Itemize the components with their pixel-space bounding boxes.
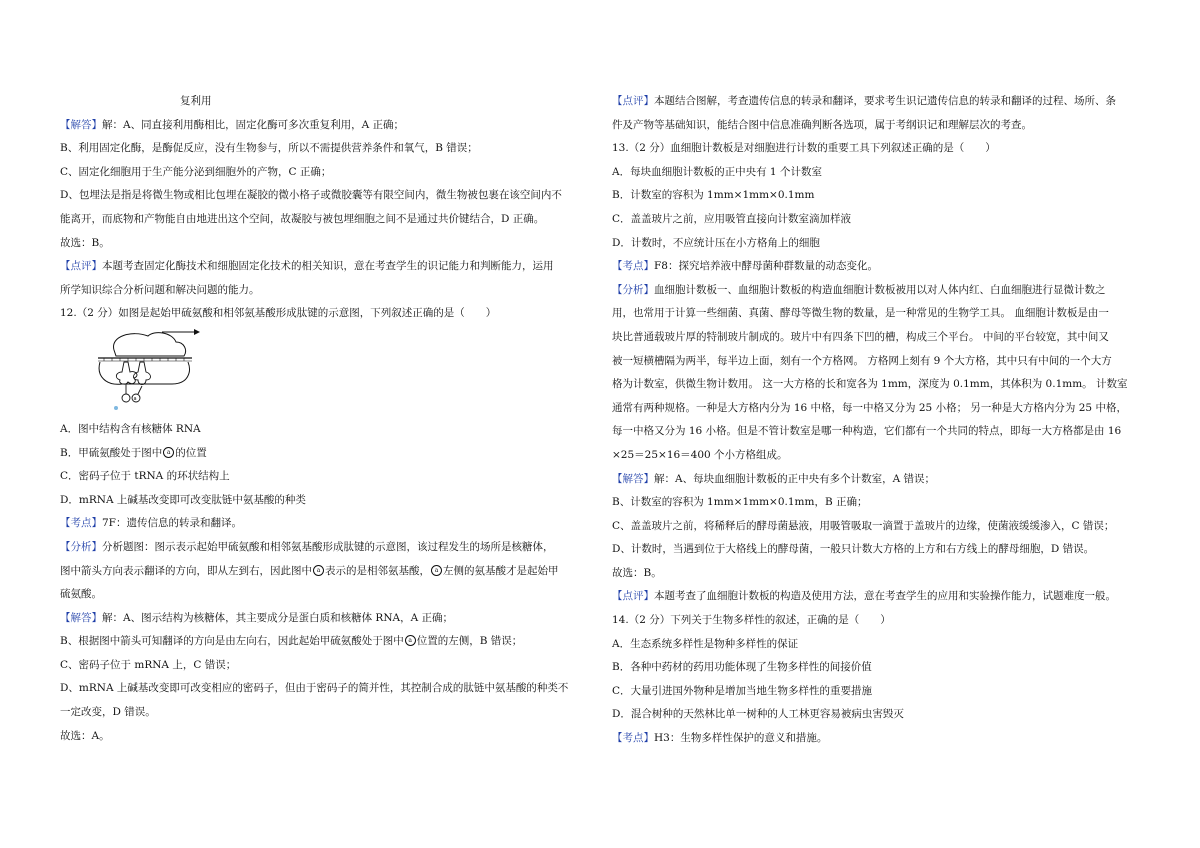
- section-tag: 【考点】: [612, 260, 654, 273]
- q12-option-a: A．图中结构含有核糖体 RNA: [60, 422, 201, 435]
- q11-comment-line: 所学知识综合分析问题和解决问题的能力。: [60, 283, 260, 296]
- q13-fenxi-line: 每一中格又分为 16 小格。但是不管计数室是哪一种构造，它们都有一个共同的特点，即每一大方格都是由 16: [612, 425, 1122, 438]
- q12-comment-line: 件及产物等基础知识，能结合图中信息准确判断各选项，属于考纲识记和理解层次的考查。: [612, 118, 1032, 131]
- q13-jieda-line: 【解答】解：A、每块血细胞计数板的正中央有多个计数室，A 错误；: [612, 472, 936, 485]
- q12-fenxi-line: 图中箭头方向表示翻译的方向，即从左到右，因此图中 a 表示的是相邻氨基酸， a 左侧的氨基酸才是起始甲: [60, 564, 559, 577]
- q11-answer-line: 【解答】解：A、同直接利用酶相比，固定化酶可多次重复利用，A 正确；: [60, 118, 405, 131]
- q12-jieda-line: 一定改变，D 错误。: [60, 706, 156, 719]
- q14-option-d: D．混合树种的天然林比单一树种的人工林更容易被病虫害毁灭: [612, 708, 904, 721]
- q13-fenxi-line: 被一短横槽隔为两半，每半边上面，刻有一个方格网。 方格网上刻有 9 个大方格，其中只有中间的一个大方: [612, 354, 1112, 367]
- section-tag: 【分析】: [60, 540, 102, 553]
- ribosome-translation-figure: [92, 328, 202, 414]
- circled-marker-icon: a: [431, 565, 442, 576]
- q13-fenxi-line: 格为计数室，供微生物计数用。 这一大方格的长和宽各为 1mm，深度为 0.1mm，其体积为 0.1mm。 计数室: [612, 378, 1128, 391]
- q11-answer-line: 故选：B。: [60, 236, 110, 249]
- section-tag: 【点评】: [60, 260, 102, 273]
- section-tag: 【考点】: [60, 517, 102, 530]
- q13-kaodian: 【考点】F8：探究培养液中酵母菌种群数量的动态变化。: [612, 260, 878, 273]
- q13-option-b: B．计数室的容积为 1mm×1mm×0.1mm: [612, 189, 815, 202]
- left-column: [60, 90, 582, 748]
- q14-option-c: C．大量引进国外物种是增加当地生物多样性的重要措施: [612, 684, 873, 697]
- svg-text:a: a: [133, 395, 137, 402]
- q12-fenxi-line: 硫氨酸。: [60, 588, 102, 601]
- q12-jieda-line: 故选：A。: [60, 729, 110, 742]
- q11-comment-line: 【点评】本题考查固定化酶技术和细胞固定化技术的相关知识，意在考查学生的识记能力和判断能力，运用: [60, 260, 554, 273]
- section-tag: 【考点】: [612, 732, 654, 745]
- q12-jieda-line: 【解答】解：A、图示结构为核糖体，其主要成分是蛋白质和核糖体 RNA，A 正确；: [60, 611, 454, 624]
- q13-jieda-line: B、计数室的容积为 1mm×1mm×0.1mm，B 正确；: [612, 496, 868, 509]
- q13-option-d: D．计数时，不应统计压在小方格角上的细胞: [612, 236, 820, 249]
- section-tag: 【点评】: [612, 95, 654, 107]
- q13-stem: 13.（2 分）血细胞计数板是对细胞进行计数的重要工具下列叙述正确的是（ ）: [612, 142, 996, 155]
- section-tag: 【解答】: [612, 472, 654, 485]
- q11-answer-line: B、利用固定化酶，是酶促反应，没有生物参与，所以不需提供营养条件和氧气，B 错误；: [60, 142, 478, 155]
- q13-fenxi-line: 块比普通载玻片厚的特制玻片制成的。玻片中有四条下凹的槽，构成三个平台。 中间的平台较宽，其中间又: [612, 330, 1109, 343]
- circled-marker-icon: a: [313, 565, 324, 576]
- q13-option-c: C．盖盖玻片之前，应用吸管直接向计数室滴加样液: [612, 212, 852, 225]
- q13-fenxi-line: 【分析】血细胞计数板一、血细胞计数板的构造血细胞计数板被用以对人体内红、白血细胞进行显微计数之: [612, 283, 1106, 296]
- ribosome-diagram: [92, 328, 202, 414]
- q13-jieda-line: 故选：B。: [612, 566, 662, 579]
- q13-option-a: A．每块血细胞计数板的正中央有 1 个计数室: [612, 165, 822, 178]
- q14-option-a: A．生态系统多样性是物种多样性的保证: [612, 637, 799, 650]
- q12-jieda-line: D、mRNA 上碱基改变即可改变相应的密码子，但由于密码子的简并性，其控制合成的肽链中氨基酸的种类不: [60, 682, 569, 695]
- q13-comment: 【点评】本题考查了血细胞计数板的构造及使用方法，意在考查学生的应用和实验操作能力，试题难度一般。: [612, 590, 1116, 603]
- section-tag: 【解答】: [60, 611, 102, 624]
- q14-kaodian: 【考点】H3：生物多样性保护的意义和措施。: [612, 732, 828, 745]
- circled-marker-icon: a: [163, 447, 174, 458]
- q12-jieda-line: B、根据图中箭头可知翻译的方向是由左向右，因此起始甲硫氨酸处于图中 a 位置的左侧，B 错误；: [60, 635, 523, 648]
- q13-fenxi-line: 用，也常用于计算一些细菌、真菌、酵母等微生物的数量，是一种常见的生物学工具。 血细胞计数板是由一: [612, 307, 1109, 320]
- section-tag: 【点评】: [612, 590, 654, 603]
- q13-jieda-line: C、盖盖玻片之前，将稀释后的酵母菌悬液，用吸管吸取一滴置于盖玻片的边缘，使菌液缓缓渗入，C 错误；: [612, 519, 1115, 532]
- q11-answer-line: 能离开，而底物和产物能自由地进出这个空间，故凝胶与被包埋细胞之间不是通过共价键结合，D 正确。: [60, 212, 545, 225]
- q11-answer-line: C、固定化细胞用于生产能分泌到细胞外的产物，C 正确；: [60, 165, 332, 178]
- q12-option-b: B．甲硫氨酸处于图中 a 的位置: [60, 446, 207, 459]
- q12-stem: 12.（2 分）如图是起始甲硫氨酸和相邻氨基酸形成肽键的示意图，下列叙述正确的是（ ）: [60, 307, 497, 320]
- q14-option-b: B．各种中药材的药用功能体现了生物多样性的间接价值: [612, 661, 872, 674]
- q13-jieda-line: D、计数时，当遇到位于大格线上的酵母菌，一般只计数大方格的上方和右方线上的酵母细胞，D 错误。: [612, 543, 1095, 556]
- right-column: [612, 90, 1140, 751]
- q14-stem: 14.（2 分）下列关于生物多样性的叙述，正确的是（ ）: [612, 614, 891, 627]
- circled-marker-icon: a: [405, 635, 416, 646]
- q12-kaodian: 【考点】7F：遗传信息的转录和翻译。: [60, 517, 242, 530]
- continued-text: 复利用: [180, 95, 212, 107]
- q13-fenxi-line: ×25＝25×16＝400 个小方格组成。: [612, 448, 788, 461]
- q12-comment-line: 【点评】本题结合图解，考查遗传信息的转录和翻译，要求考生识记遗传信息的转录和翻译的过程、场所、条: [612, 95, 1116, 107]
- q12-option-c: C．密码子位于 tRNA 的环状结构上: [60, 470, 230, 483]
- section-tag: 【分析】: [612, 283, 654, 296]
- q12-option-d: D．mRNA 上碱基改变即可改变肽链中氨基酸的种类: [60, 493, 306, 506]
- q13-fenxi-line: 通常有两种规格。一种是大方格内分为 16 中格，每一中格又分为 25 小格； 另一种是大方格内分为 25 中格，: [612, 401, 1127, 414]
- q12-fenxi-line: 【分析】分析题图：图示表示起始甲硫氨酸和相邻氨基酸形成肽键的示意图，该过程发生的场所是核糖体，: [60, 540, 554, 553]
- q11-answer-line: D、包埋法是指是将微生物或相比包埋在凝胶的微小格子或微胶囊等有限空间内，微生物被包裹在该空间内不: [60, 189, 562, 202]
- q12-jieda-line: C、密码子位于 mRNA 上，C 错误；: [60, 658, 237, 671]
- section-tag: 【解答】: [60, 118, 102, 131]
